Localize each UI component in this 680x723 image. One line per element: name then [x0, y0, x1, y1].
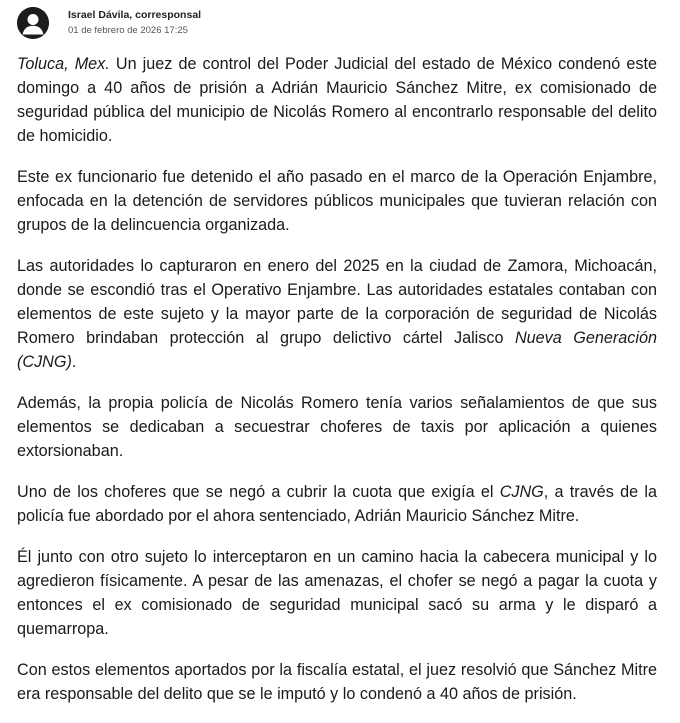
publish-date: 01 de febrero de 2026 17:25 — [68, 25, 188, 36]
author-name[interactable]: Israel Dávila, corresponsal — [68, 9, 202, 21]
article-paragraph-3 — [17, 254, 657, 374]
article-paragraph-4: Además, la propia policía de Nicolás Romero tenía varios señalamientos de que sus elementos se dedicaban a secuestrar choferes de taxis por aplicación a quienes extorsionaban. — [17, 394, 657, 460]
paragraph-end: , a través de la policía fue abordado por el ahora sentenciado, Adrián Mauricio Sánchez Mitre. — [17, 483, 657, 525]
paragraph-end: . — [71, 353, 77, 371]
article-byline — [17, 6, 201, 40]
cartel-name: Nueva Generación (CJNG) — [17, 329, 657, 371]
person-silhouette-icon — [17, 7, 49, 39]
byline-text — [68, 9, 201, 37]
paragraph-text: Las autoridades lo capturaron en enero del 2025 en la ciudad de Zamora, Michoacán, donde se escondió tras el Operativo Enjambre. Las autoridades estatales contaban con elementos de este sujeto y la mayor parte de la corporación de seguridad de Nicolás Romero brindaban protección al grupo delictivo cártel Jalisco — [17, 257, 657, 347]
article-paragraph-1 — [17, 52, 657, 148]
article-paragraph-2: Este ex funcionario fue detenido el año pasado en el marco de la Operación Enjambre, enfocada en la detención de servidores públicos municipales que tuvieran relación con grupos de la delincuencia organizada. — [17, 168, 657, 234]
user-avatar-icon[interactable] — [17, 7, 49, 39]
article-paragraph-7: Con estos elementos aportados por la fiscalía estatal, el juez resolvió que Sánchez Mitre era responsable del delito que se le imputó y lo condenó a 40 años de prisión. — [17, 661, 657, 703]
cartel-acronym: CJNG — [499, 483, 544, 501]
article-paragraph-5 — [17, 480, 657, 528]
article-body — [17, 52, 657, 723]
paragraph-text: Uno de los choferes que se negó a cubrir la cuota que exigía el — [17, 483, 500, 501]
paragraph-text: Un juez de control del Poder Judicial del estado de México condenó este domingo a 40 años de prisión a Adrián Mauricio Sánchez Mitre, ex comisionado de seguridad pública del municipio de Nicolás Romero al encontrarlo responsable del delito de homicidio. — [17, 55, 657, 145]
article-paragraph-6: Él junto con otro sujeto lo interceptaron en un camino hacia la cabecera municipal y lo agredieron físicamente. A pesar de las amenazas, el chofer se negó a pagar la cuota y entonces el ex comisionado de seguridad municipal sacó su arma y le disparó a quemarropa. — [17, 548, 657, 638]
dateline: Toluca, Mex. — [17, 55, 110, 73]
